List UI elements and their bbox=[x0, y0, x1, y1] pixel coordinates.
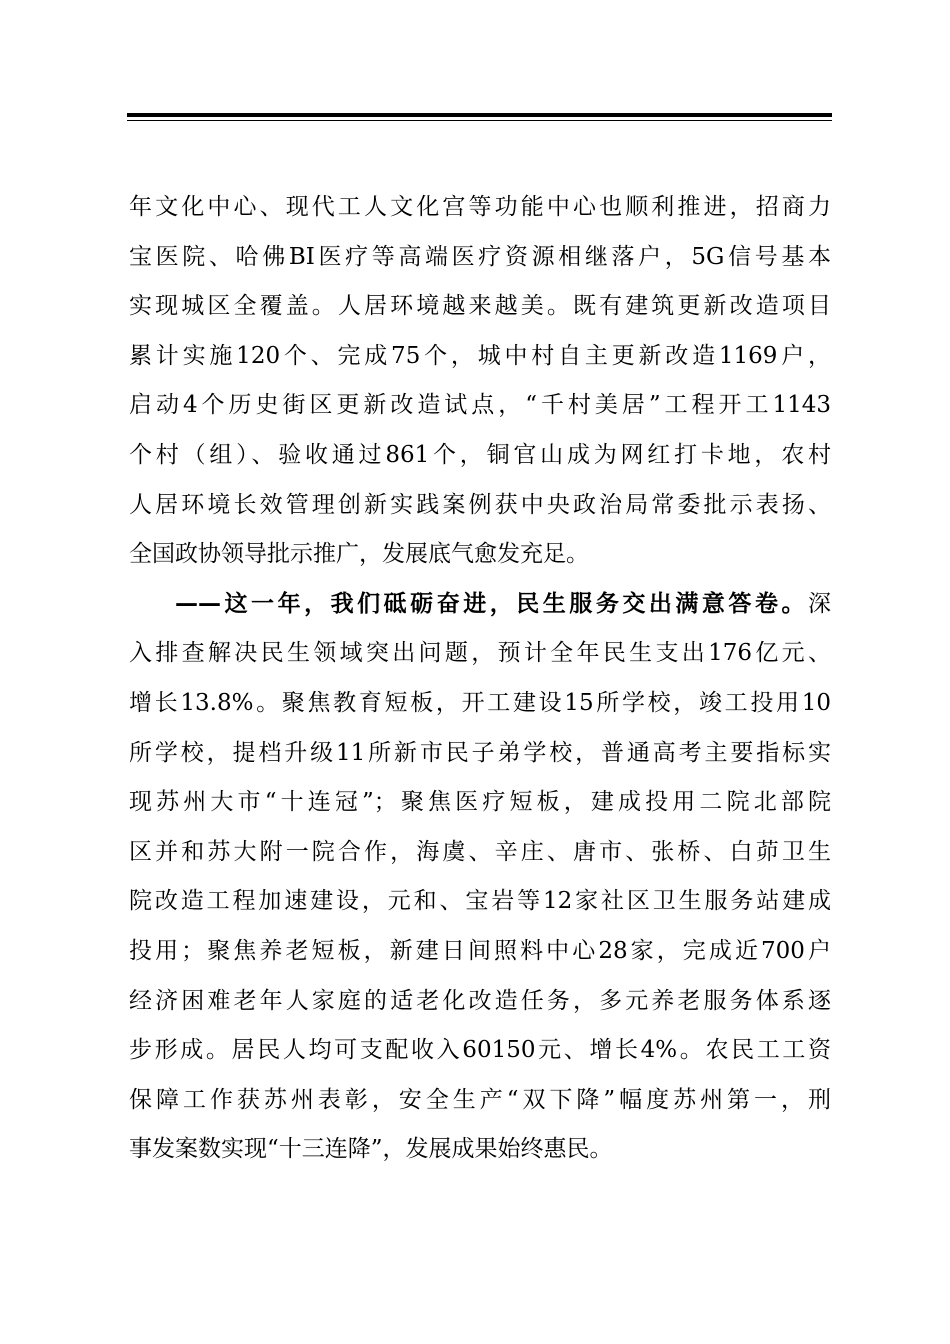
section-heading: ——这一年，我们砥砺奋进，民生服务交出满意答卷。 bbox=[175, 590, 808, 617]
paragraph-2-line-3: 增长13.8%。聚焦教育短板，开工建设15所学校，竣工投用10 bbox=[129, 689, 831, 716]
paragraph-2-line-6: 区并和苏大附一院合作，海虞、辛庄、唐市、张桥、白茆卫生 bbox=[129, 838, 831, 865]
header-rule-thin bbox=[127, 120, 832, 121]
paragraph-2-line-4: 所学校，提档升级11所新市民子弟学校，普通高考主要指标实 bbox=[129, 739, 831, 766]
paragraph-2 bbox=[129, 580, 831, 1175]
paragraph-2-line-8: 投用；聚焦养老短板，新建日间照料中心28家，完成近700户 bbox=[129, 937, 831, 964]
paragraph-2-line-9: 经济困难老年人家庭的适老化改造任务，多元养老服务体系逐 bbox=[129, 987, 831, 1014]
paragraph-2-line-10: 步形成。居民人均可支配收入60150元、增长4%。农民工工资 bbox=[129, 1037, 831, 1064]
paragraph-2-line-1-rest: 深 bbox=[808, 590, 831, 617]
paragraph-2-line-7: 院改造工程加速建设，元和、宝岩等12家社区卫生服务站建成 bbox=[129, 888, 831, 915]
header-rule-thick bbox=[127, 113, 832, 117]
paragraph-1 bbox=[129, 183, 831, 580]
paragraph-1-line-4: 累计实施120个、完成75个，城中村自主更新改造1169户， bbox=[129, 342, 831, 369]
paragraph-1-line-2: 宝医院、哈佛BI医疗等高端医疗资源相继落户，5G信号基本 bbox=[129, 243, 831, 270]
paragraph-1-line-6: 个村（组）、验收通过861个，铜官山成为网红打卡地，农村 bbox=[129, 441, 831, 468]
paragraph-1-line-7: 人居环境长效管理创新实践案例获中央政治局常委批示表扬、 bbox=[129, 491, 831, 518]
paragraph-1-line-5: 启动4个历史街区更新改造试点，“千村美居”工程开工1143 bbox=[129, 392, 831, 419]
document-body bbox=[129, 183, 831, 1175]
paragraph-2-line-1 bbox=[129, 580, 831, 630]
paragraph-2-line-12: 事发案数实现“十三连降”，发展成果始终惠民。 bbox=[129, 1136, 613, 1163]
paragraph-2-line-2: 入排查解决民生领域突出问题，预计全年民生支出176亿元、 bbox=[129, 640, 831, 667]
paragraph-1-line-3: 实现城区全覆盖。人居环境越来越美。既有建筑更新改造项目 bbox=[129, 293, 831, 320]
paragraph-1-line-1: 年文化中心、现代工人文化宫等功能中心也顺利推进，招商力 bbox=[129, 194, 831, 220]
paragraph-2-line-5: 现苏州大市“十连冠”；聚焦医疗短板，建成投用二院北部院 bbox=[129, 789, 831, 816]
paragraph-1-line-8: 全国政协领导批示推广，发展底气愈发充足。 bbox=[129, 541, 589, 568]
paragraph-2-line-11: 保障工作获苏州表彰，安全生产“双下降”幅度苏州第一，刑 bbox=[129, 1086, 831, 1113]
